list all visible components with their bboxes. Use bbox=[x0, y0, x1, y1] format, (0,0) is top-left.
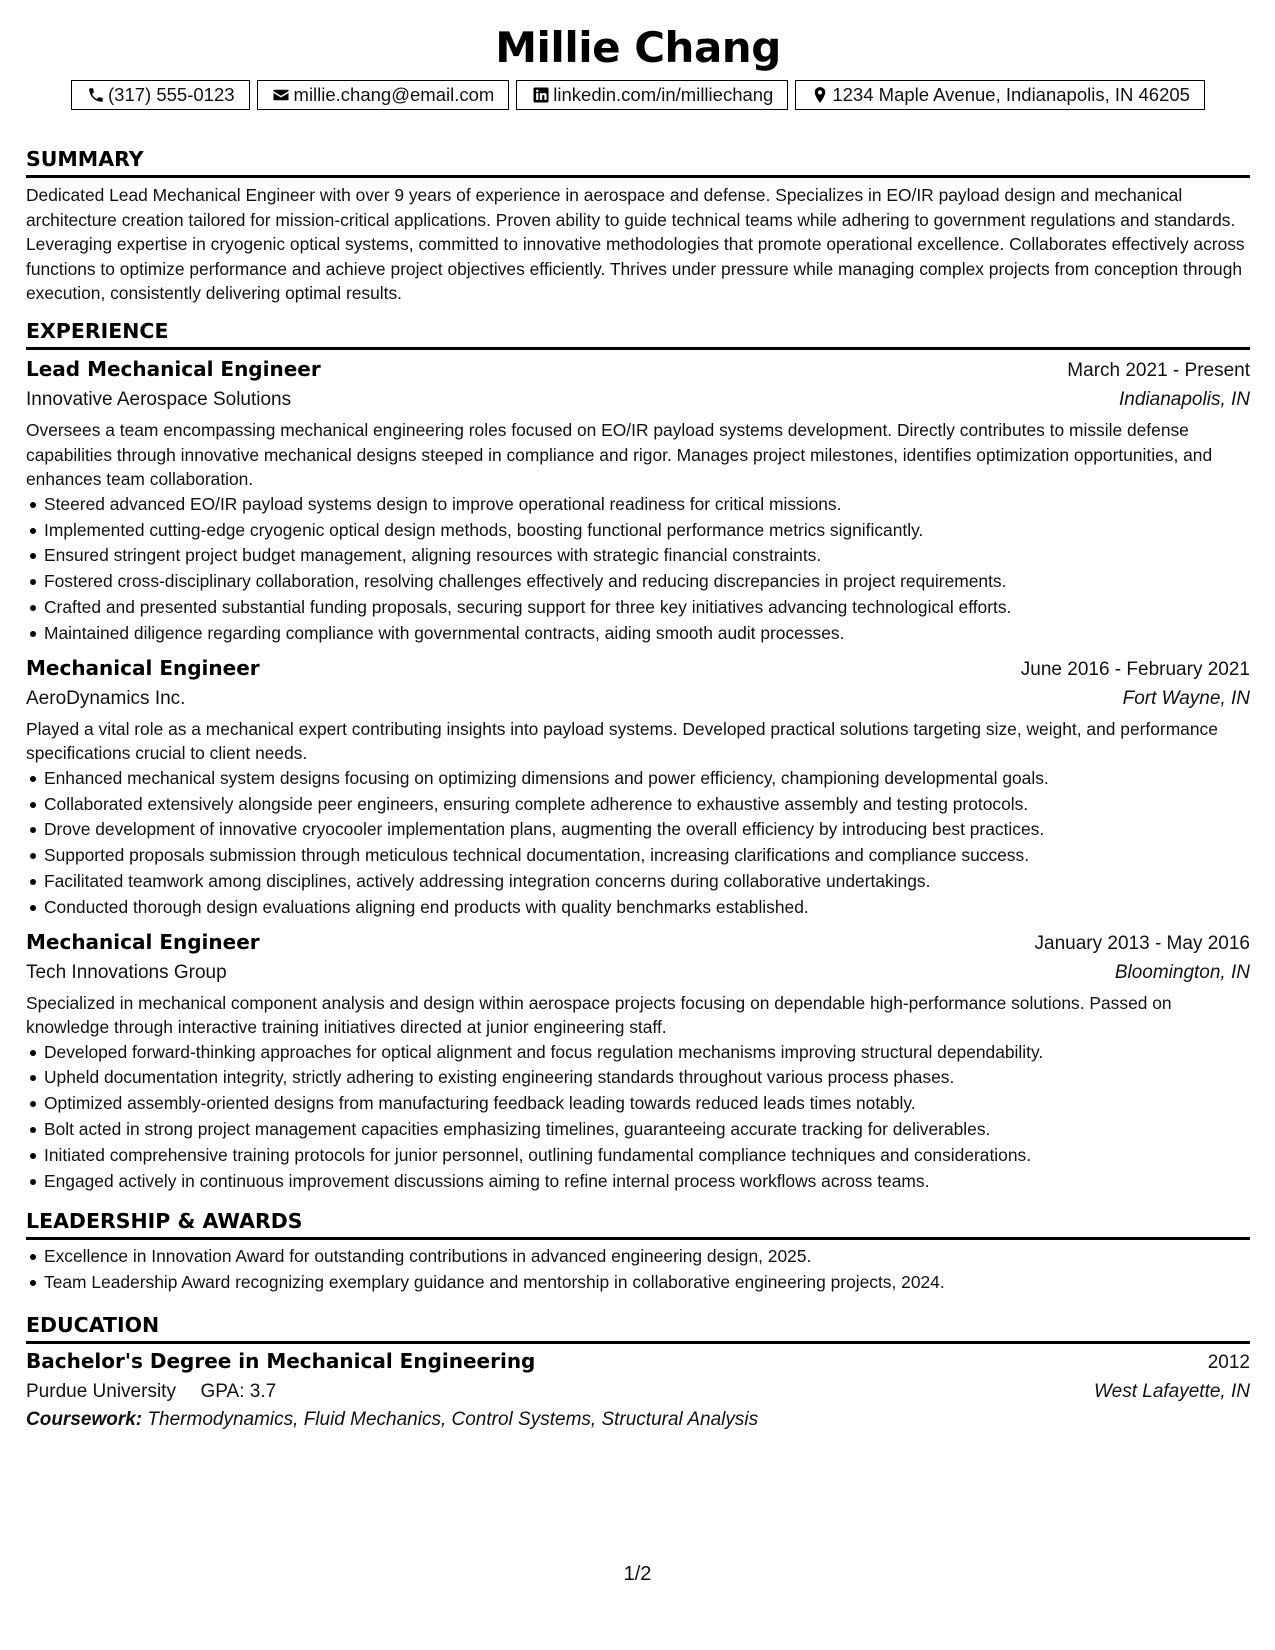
list-item: Enhanced mechanical system designs focusing on optimizing dimensions and power efficiency, championing developmental goals. bbox=[44, 766, 1250, 792]
contact-phone-text: (317) 555-0123 bbox=[108, 84, 235, 105]
job-title: Mechanical Engineer bbox=[26, 929, 260, 954]
awards-list bbox=[26, 1244, 1250, 1296]
summary-section bbox=[26, 146, 1250, 306]
experience-section bbox=[26, 318, 1250, 1195]
envelope-icon bbox=[272, 86, 291, 105]
list-item: Developed forward-thinking approaches for optical alignment and focus regulation mechanisms improving structural dependability. bbox=[44, 1040, 1250, 1066]
contact-linkedin[interactable] bbox=[516, 80, 788, 110]
coursework bbox=[26, 1406, 1250, 1434]
list-item: Facilitated teamwork among disciplines, actively addressing integration concerns during collaborative undertakings. bbox=[44, 869, 1250, 895]
school-location: West Lafayette, IN bbox=[1094, 1381, 1250, 1403]
job-entry bbox=[26, 354, 1250, 647]
job-location: Fort Wayne, IN bbox=[1122, 687, 1250, 709]
list-item: Collaborated extensively alongside peer engineers, ensuring complete adherence to exhaustive assembly and testing protocols. bbox=[44, 792, 1250, 818]
list-item: Conducted thorough design evaluations aligning end products with quality benchmarks established. bbox=[44, 895, 1250, 921]
list-item: Supported proposals submission through meticulous technical documentation, increasing clarifications and compliance success. bbox=[44, 843, 1250, 869]
contact-address-text: 1234 Maple Avenue, Indianapolis, IN 46205 bbox=[832, 84, 1190, 105]
contact-bar bbox=[26, 80, 1250, 110]
coursework-label: Coursework: bbox=[26, 1409, 143, 1431]
job-location: Bloomington, IN bbox=[1114, 961, 1250, 983]
phone-icon bbox=[86, 86, 105, 105]
list-item: Maintained diligence regarding compliance with governmental contracts, aiding smooth audit processes. bbox=[44, 621, 1250, 647]
map-marker-icon bbox=[810, 86, 829, 105]
list-item: Optimized assembly-oriented designs from manufacturing feedback leading towards reduced leads times notably. bbox=[44, 1091, 1250, 1117]
job-location: Indianapolis, IN bbox=[1119, 388, 1250, 410]
list-item: Team Leadership Award recognizing exemplary guidance and mentorship in collaborative engineering projects, 2024. bbox=[44, 1270, 1250, 1296]
list-item: Initiated comprehensive training protocols for junior personnel, outlining fundamental compliance techniques and considerations. bbox=[44, 1143, 1250, 1169]
list-item: Upheld documentation integrity, strictly adhering to existing engineering standards throughout various process phases. bbox=[44, 1065, 1250, 1091]
degree-title: Bachelor's Degree in Mechanical Engineering bbox=[26, 1349, 536, 1374]
job-title: Mechanical Engineer bbox=[26, 655, 260, 680]
job-title: Lead Mechanical Engineer bbox=[26, 356, 321, 381]
gpa: GPA: 3.7 bbox=[200, 1381, 277, 1403]
education-section bbox=[26, 1312, 1250, 1434]
job-company: Innovative Aerospace Solutions bbox=[26, 388, 292, 410]
job-dates: June 2016 - February 2021 bbox=[1020, 658, 1250, 680]
contact-linkedin-text: linkedin.com/in/milliechang bbox=[553, 84, 774, 105]
job-dates: March 2021 - Present bbox=[1067, 359, 1250, 381]
summary-heading: SUMMARY bbox=[26, 146, 1250, 178]
leadership-section bbox=[26, 1208, 1250, 1296]
list-item: Steered advanced EO/IR payload systems design to improve operational readiness for critical missions. bbox=[44, 492, 1250, 518]
job-bullets bbox=[26, 492, 1250, 647]
linkedin-icon bbox=[531, 86, 550, 105]
job-bullets bbox=[26, 766, 1250, 921]
coursework-list: Thermodynamics, Fluid Mechanics, Control Systems, Structural Analysis bbox=[147, 1409, 759, 1431]
education-heading: EDUCATION bbox=[26, 1312, 1250, 1344]
summary-text: Dedicated Lead Mechanical Engineer with over 9 years of experience in aerospace and defense. Specializes in EO/IR payload design and mechanical architecture creation tailored for mission-critical applications. Proven ability to guide technical teams while adhering to government regulations and standards. Leveraging expertise in cryogenic optical systems, committed to innovative methodologies that promote operational excellence. Collaborates effectively across functions to optimize performance and achieve project objectives efficiently. Thrives under pressure while managing complex projects from conception through execution, consistently delivering optimal results. bbox=[26, 185, 1245, 304]
list-item: Ensured stringent project budget management, aligning resources with strategic financial constraints. bbox=[44, 543, 1250, 569]
list-item: Drove development of innovative cryocooler implementation plans, augmenting the overall efficiency by introducing best practices. bbox=[44, 817, 1250, 843]
job-entry bbox=[26, 927, 1250, 1195]
contact-address[interactable] bbox=[795, 80, 1205, 110]
contact-phone[interactable] bbox=[71, 80, 250, 110]
list-item: Implemented cutting-edge cryogenic optical design methods, boosting functional performance metrics significantly. bbox=[44, 518, 1250, 544]
candidate-name: Millie Chang bbox=[495, 23, 781, 72]
job-company: Tech Innovations Group bbox=[26, 961, 227, 983]
job-entry bbox=[26, 653, 1250, 921]
school-name: Purdue University bbox=[26, 1381, 176, 1403]
job-company: AeroDynamics Inc. bbox=[26, 687, 186, 709]
list-item: Crafted and presented substantial funding proposals, securing support for three key initiatives advancing technological efforts. bbox=[44, 595, 1250, 621]
experience-heading: EXPERIENCE bbox=[26, 318, 1250, 350]
list-item: Fostered cross-disciplinary collaboration, resolving challenges effectively and reducing discrepancies in project requirements. bbox=[44, 569, 1250, 595]
leadership-heading: LEADERSHIP & AWARDS bbox=[26, 1208, 1250, 1240]
job-description: Played a vital role as a mechanical expert contributing insights into payload systems. Developed practical solutions targeting size, weight, and performance specifications crucial to client needs. bbox=[26, 718, 1218, 764]
list-item: Excellence in Innovation Award for outstanding contributions in advanced engineering design, 2025. bbox=[44, 1244, 1250, 1270]
graduation-year: 2012 bbox=[1207, 1352, 1250, 1374]
contact-email-text: millie.chang@email.com bbox=[293, 84, 495, 105]
list-item: Bolt acted in strong project management capacities emphasizing timelines, guaranteeing accurate tracking for deliverables. bbox=[44, 1117, 1250, 1143]
job-bullets bbox=[26, 1040, 1250, 1195]
job-description: Oversees a team encompassing mechanical engineering roles focused on EO/IR payload systems development. Directly contributes to missile defense capabilities through innovative mechanical designs steeped in compliance and rigor. Manages project milestones, identifies optimization opportunities, and enhances team collaboration. bbox=[26, 419, 1213, 490]
list-item: Engaged actively in continuous improvement discussions aiming to refine internal process workflows across teams. bbox=[44, 1169, 1250, 1195]
job-dates: January 2013 - May 2016 bbox=[1034, 932, 1250, 954]
job-description: Specialized in mechanical component analysis and design within aerospace projects focusing on dependable high-performance solutions. Passed on knowledge through interactive training initiatives directed at junior engineering staff. bbox=[26, 992, 1172, 1038]
resume-page bbox=[26, 20, 1250, 1434]
page-number: 1/2 bbox=[623, 1563, 652, 1585]
contact-email[interactable] bbox=[257, 80, 510, 110]
